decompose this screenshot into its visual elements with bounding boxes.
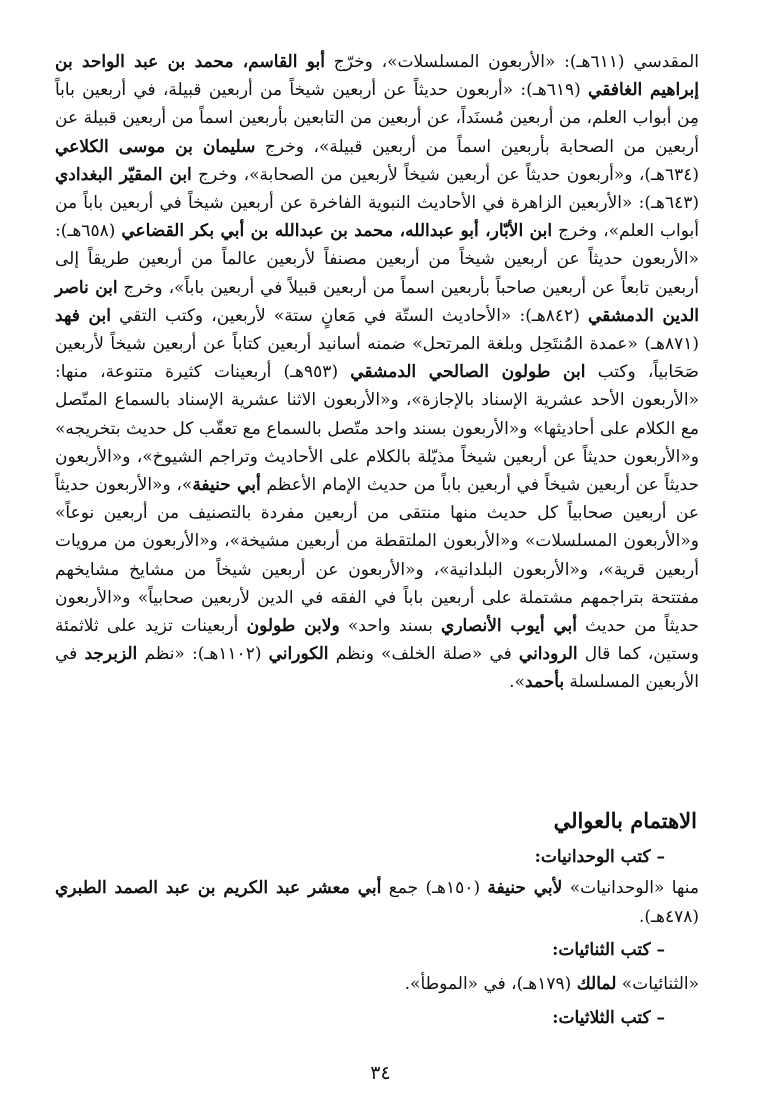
text-run: (١١٠٢هـ): «نظم [137,644,269,665]
name-run: ابن المقيّر البغدادي [55,164,192,185]
page-number: ٣٤ [370,1062,391,1084]
name-run: أبي أيوب الأنصاري [441,616,577,637]
wahdaniyyat-paragraph [55,874,699,932]
text-run: بسند واحد» [339,616,442,637]
subsection-title-thunaiyyat: – كتب الثنائيات: [552,940,665,960]
text-run: أربعينات تزيد على ثلاثمئة وستين، كما قال [55,616,699,665]
text-run: في «صلة الخلف» ونظم [328,644,519,665]
main-paragraph [55,48,699,697]
text-run: (٨٤٢هـ): «الأحاديث الستّة في مَعانٍ ستة» لأربعين، وكتب التقي [110,305,588,326]
name-run: أبي معشر عبد الكريم بن عبد الصمد الطبري [55,878,382,898]
subsection-title-thulathiyyat: – كتب الثلاثيات: [552,1008,665,1028]
name-run: ابن طولون الصالحي الدمشقي [350,362,586,383]
text-run: «الثنائيات» [616,974,699,994]
text-run: في الأربعين المسلسلة [55,644,699,693]
text-run: (٨٧١هـ) «عمدة المُنتَحِل وبلغة المرتحل» ضمنه أسانيد أربعين كتاباً عن أربعين شيخاً لأربعين صَحَابياً، وكتب [55,334,699,383]
text-run: (٦٣٤هـ)، و«أربعون حديثاً عن أربعين شيخاً لأربعين من الصحابة»، وخرج [191,164,699,185]
text-run: (٦٥٨هـ): «الأربعون حديثاً عن أربعين شيخاً من أربعين مصنفاً لأربعين عالماً من أربعين طريقاً إلى أربعين تابعاً عن أربعين صاحباً بأربعين اسماً من أربعين قبيلاً في أربعين باباً»، وخرج [55,221,699,298]
name-run: لأبي حنيفة [487,878,563,898]
text-run: ». [509,672,525,693]
name-run: لمالك [576,974,617,994]
name-run: الروداني [518,644,578,665]
text-run: (١٥٠هـ) جمع [381,878,488,898]
subsection-title-wahdaniyyat: – كتب الوحدانيات: [534,847,665,867]
text-run: منها «الوحدانيات» [562,878,700,898]
text-run: (٤٧٨هـ). [638,907,699,927]
name-run: ابن ناصر الدين الدمشقي [55,277,699,326]
thunaiyyat-paragraph [55,970,699,999]
text-run: »، و«الأربعون حديثاً عن أربعين صحابياً كل حديث منها منتقى من أربعين مفردة بالتصنيف من أربعين نوعاً» و«الأربعون المسلسلات» و«الأربعون الملتقطة من أربعين مشيخة»، و«الأربعون من مرويات أربعين قرية»، و«الأربعون البلدانية»، و«الأربعون عن أربعين شيخاً من مشايخ مشايخهم مفتتحة بتراجمهم مشتملة على أربعين باباً في الفقه في الدين لأربعين صحابياً» و«الأربعون حديثاً من حديث [55,475,699,637]
name-run: أبو القاسم، محمد بن عبد الواحد بن إبراهيم الغافقي [55,52,699,101]
text-run: (٦٤٣هـ): «الأربعين الزاهرة في الأحاديث النبوية الفاخرة عن أربعين شيخاً في أربعين باباً من أبواب العلم»، وخرج [55,193,699,242]
text-run: المقدسي (٦١١هـ): «الأربعون المسلسلات»، وخرّج [325,52,699,72]
name-run: الزبرجد [84,644,138,665]
name-run: ابن فهد [55,305,111,326]
name-run: سليمان بن موسى الكلاعي [55,136,256,157]
text-run: (١٧٩هـ)، في «الموطأ». [404,974,577,994]
text-run: (٩٥٣هـ) أربعينات كثيرة متنوعة، منها: «الأربعون الأحد عشرية الإسناد بالإجازة»، و«الأربعون الاثنا عشرية الإسناد بالسماع المتّصل مع الكلام على أحاديثها» و«الأربعون بسند واحد متّصل بالسماع مع تعقّب كل حديث بتخريجه» و«الأربعون حديثاً عن أربعين شيخاً مذيّلة بالكلام على الأحاديث وتراجم الشيوخ»، و«الأربعون حديثاً عن أربعين شيخاً في أربعين باباً من حديث الإمام الأعظم [55,362,699,496]
name-run: ابن الأبّار، أبو عبدالله، محمد بن عبدالله بن أبي بكر القضاعي [121,221,553,242]
name-run: الكوراني [268,644,329,665]
text-run: (٦١٩هـ): «أربعون حديثاً عن أربعين شيخاً من أربعين قبيلة، في أربعين باباً مِن أبواب العلم، من أربعين مُسنَداً، عن أربعين من التابعين بأربعين اسماً من أربعين قبيلة عن أربعين من الصحابة بأربعين اسماً من أربعين قبيلة»، وخرج [55,80,699,157]
name-run: أبي حنيفة [192,475,261,496]
name-run: بأحمد [524,672,565,693]
section-heading: الاهتمام بالعوالي [553,808,697,833]
name-run: ولابن طولون [246,616,340,637]
